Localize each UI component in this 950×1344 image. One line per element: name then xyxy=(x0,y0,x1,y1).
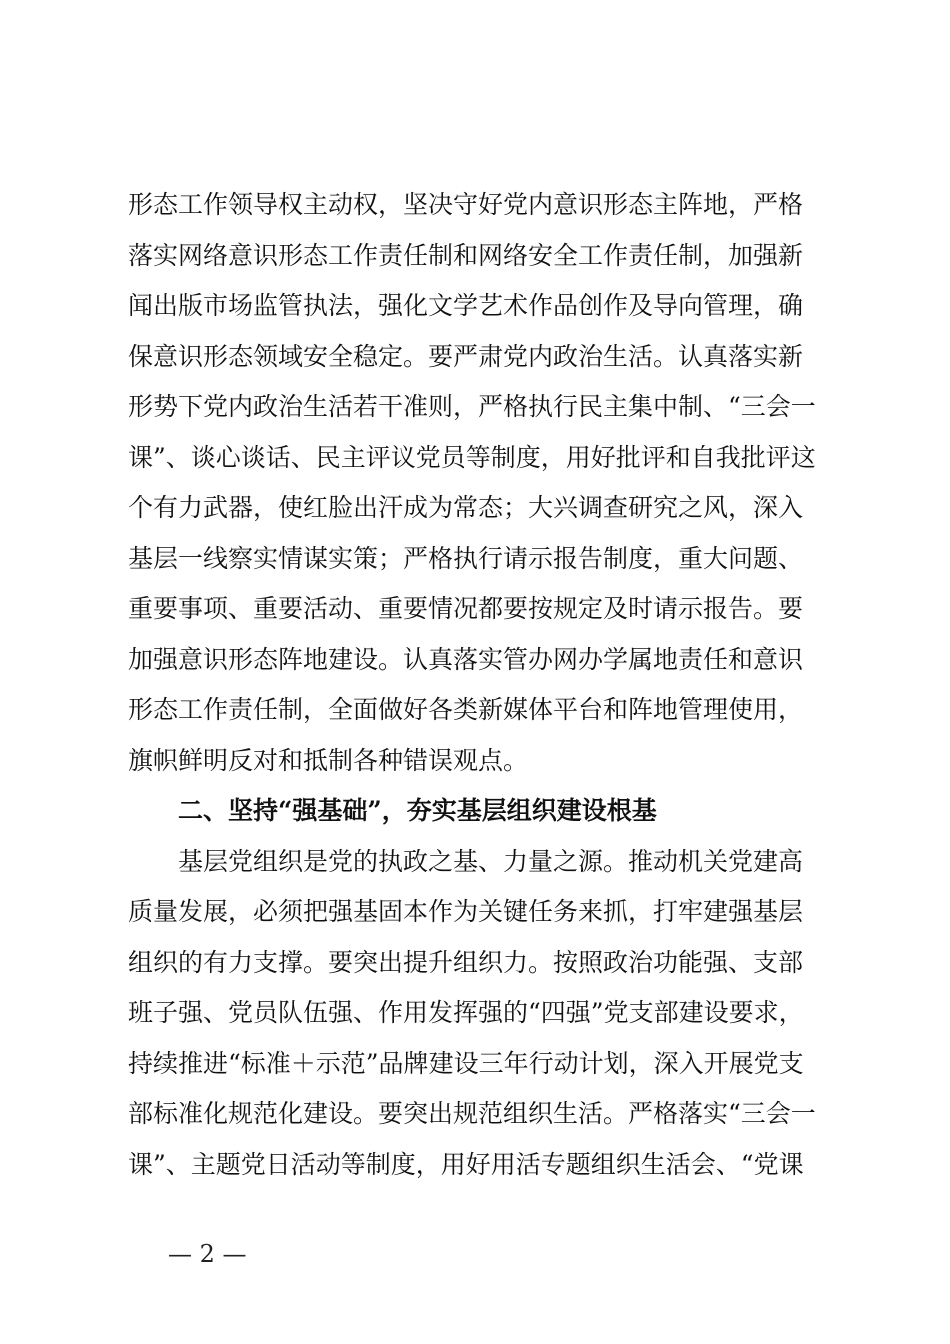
body-line: 加强意识形态阵地建设。认真落实管办网办学属地责任和意识 xyxy=(128,644,804,674)
document-body xyxy=(128,180,830,1190)
section-heading: 二、坚持“强基础”，夯实基层组织建设根基 xyxy=(178,796,657,825)
body-line: 闻出版市场监管执法，强化文学艺术作品创作及导向管理，确 xyxy=(128,291,804,320)
section-line: 班子强、党员队伍强、作用发挥强的“四强”党支部建设要求， xyxy=(128,998,804,1027)
body-line: 重要事项、重要活动、重要情况都要按规定及时请示报告。要 xyxy=(128,594,804,623)
body-line: 旗帜鲜明反对和抵制各种错误观点。 xyxy=(128,745,529,775)
body-line: 课”、谈心谈话、民主评议党员等制度，用好批评和自我批评这 xyxy=(128,442,816,472)
body-line: 保意识形态领域安全稳定。要严肃党内政治生活。认真落实新 xyxy=(128,341,804,371)
body-line: 落实网络意识形态工作责任制和网络安全工作责任制，加强新 xyxy=(128,240,804,270)
section-line: 组织的有力支撑。要突出提升组织力。按照政治功能强、支部 xyxy=(128,947,804,977)
page-number: — 2 — xyxy=(168,1240,247,1268)
body-line: 形态工作责任制，全面做好各类新媒体平台和阵地管理使用， xyxy=(128,695,804,724)
section-line: 部标准化规范化建设。要突出规范组织生活。严格落实“三会一 xyxy=(128,1099,816,1128)
section-line: 课”、主题党日活动等制度，用好用活专题组织生活会、“党课 xyxy=(128,1149,804,1179)
body-line: 形势下党内政治生活若干准则，严格执行民主集中制、“三会一 xyxy=(128,392,816,421)
body-line: 形态工作领导权主动权，坚决守好党内意识形态主阵地，严格 xyxy=(128,190,804,219)
section-paragraph-first-line: 基层党组织是党的执政之基、力量之源。推动机关党建高 xyxy=(178,846,804,876)
section-line: 持续推进“标准＋示范”品牌建设三年行动计划，深入开展党支 xyxy=(128,1048,804,1078)
section-line: 质量发展，必须把强基固本作为关键任务来抓，打牢建强基层 xyxy=(128,897,804,926)
body-line: 基层一线察实情谋实策；严格执行请示报告制度，重大问题、 xyxy=(128,543,804,573)
body-line: 个有力武器，使红脸出汗成为常态；大兴调查研究之风，深入 xyxy=(128,493,804,522)
